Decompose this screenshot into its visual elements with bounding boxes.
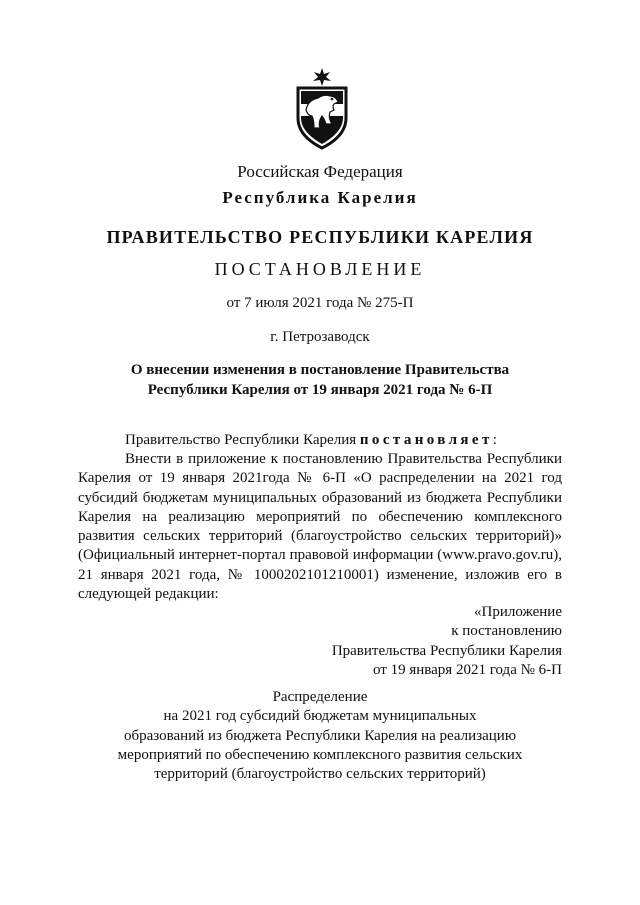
appendix-line: к постановлению — [451, 623, 562, 640]
main-paragraph: Внести в приложение к постановлению Правительства Республики Карелия от 19 января 2021года № 6-П «О распределении на 2021 год субсидий бюджетам муниципальных образований из бюджета Республики Карелия на реализацию мероприятий по обеспечению комплексного развития сельских территорий (благоустройство сельских территорий)» (Официальный интернет-портал правовой информации (www.pravo.gov.ru), 21 января 2021 года, № 1000202101210001) изменение, изложив его в следующей редакции: — [78, 451, 562, 603]
subject-line: О внесении изменения в постановление Правительства — [130, 362, 510, 378]
document-type: ПОСТАНОВЛЕНИЕ — [214, 259, 426, 279]
appendix-line: от 19 января 2021 года № 6-П — [372, 661, 562, 678]
document-date-number: от 7 июля 2021 года № 275-П — [226, 295, 414, 311]
appendix-line: Правительства Республики Карелия — [331, 642, 562, 659]
distribution-line: Распределение — [272, 689, 368, 705]
republic-title: Республика Карелия — [222, 188, 418, 207]
government-title: ПРАВИТЕЛЬСТВО РЕСПУБЛИКИ КАРЕЛИЯ — [106, 227, 534, 247]
intro-suffix: : — [492, 432, 497, 448]
intro-prefix: Правительство Республики Карелия — [125, 432, 360, 448]
distribution-line: образований из бюджета Республики Карелия на реализацию — [123, 727, 517, 744]
distribution-line: мероприятий по обеспечению комплексного развития сельских — [117, 746, 523, 763]
federation-title: Российская Федерация — [237, 162, 403, 181]
appendix-line: «Приложение — [473, 604, 562, 620]
subject-line: Республики Карелия от 19 января 2021 года № 6-П — [147, 382, 493, 398]
intro-resolves: постановляет — [359, 432, 493, 448]
appendix-reference — [262, 603, 562, 680]
document-subject — [0, 360, 640, 400]
document-city: г. Петрозаводск — [270, 329, 370, 345]
distribution-line: территорий (благоустройство сельских территорий) — [154, 766, 486, 783]
distribution-line: на 2021 год субсидий бюджетам муниципальных — [163, 708, 477, 725]
intro-paragraph — [78, 431, 562, 450]
coat-of-arms-icon — [290, 66, 354, 150]
distribution-heading — [0, 688, 640, 784]
